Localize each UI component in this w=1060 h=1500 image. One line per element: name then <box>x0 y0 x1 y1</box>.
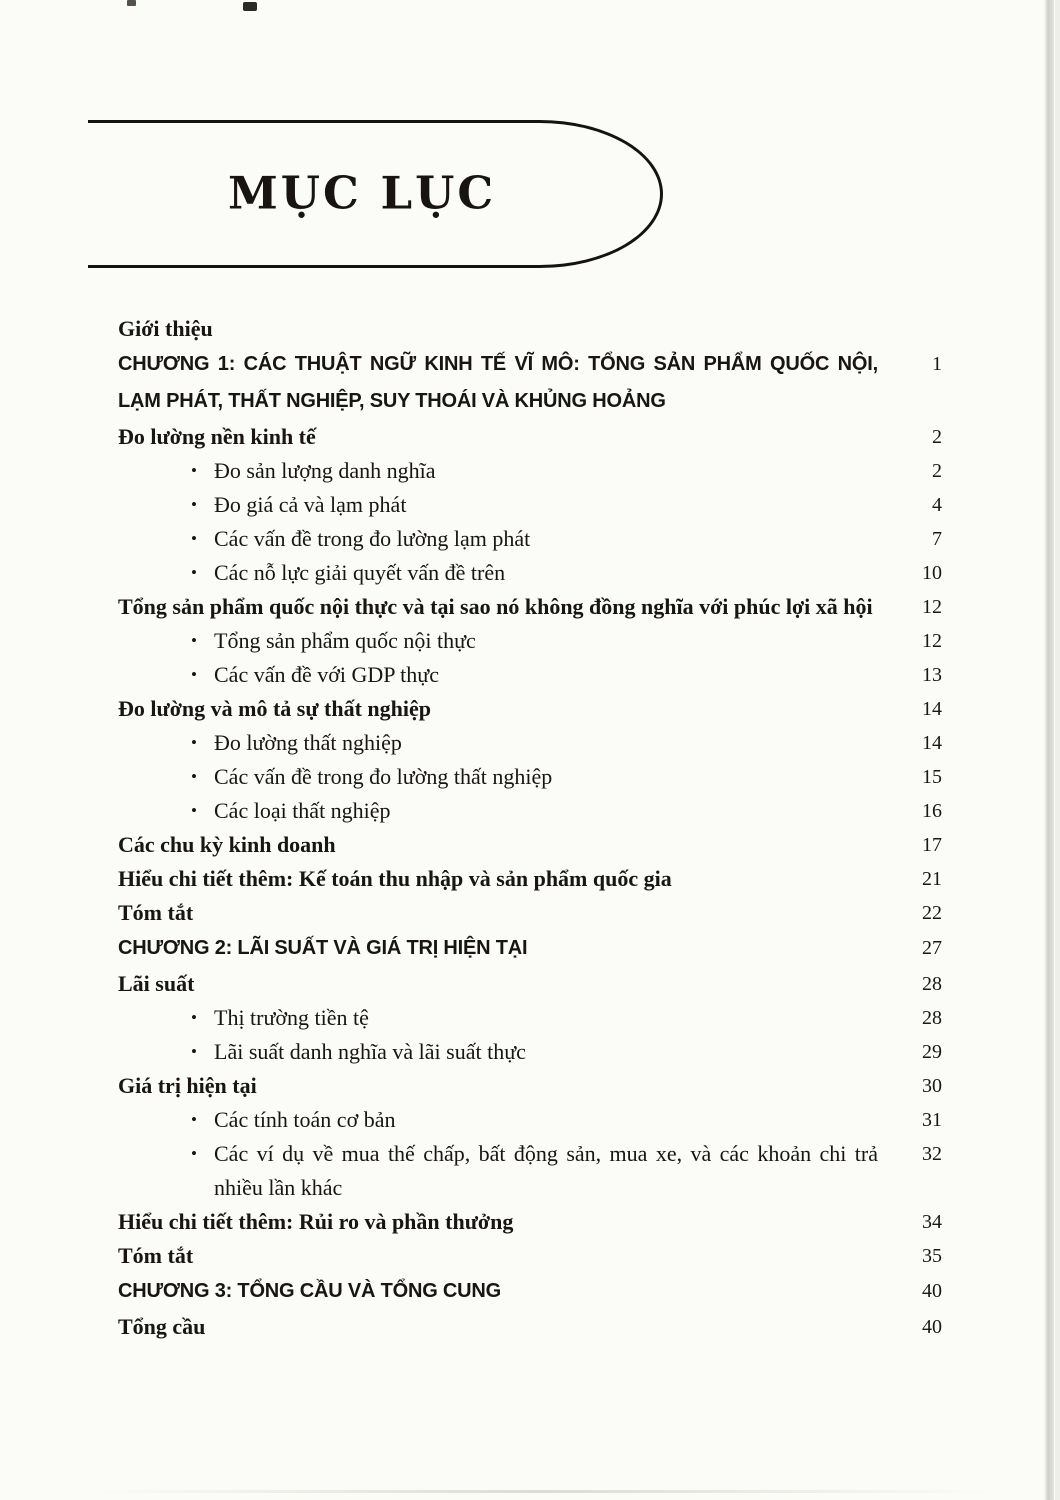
toc-entry <box>118 488 942 522</box>
toc-entry <box>118 420 942 454</box>
bullet-icon: • <box>191 1042 197 1061</box>
toc-entry <box>118 692 942 726</box>
toc-entry-title: Đo lường thất nghiệp <box>214 730 402 755</box>
toc-entry <box>118 760 942 794</box>
page-title: MỤC LỤC <box>228 166 497 220</box>
toc-entry-title: Các nỗ lực giải quyết vấn đề trên <box>214 560 506 585</box>
toc-entry-title: Các vấn đề trong đo lường lạm phát <box>214 526 531 551</box>
toc-entry-page-number: 30 <box>922 1075 942 1097</box>
toc-entry <box>118 624 942 658</box>
bullet-icon: • <box>191 495 197 514</box>
toc-entry-title: Các chu kỳ kinh doanh <box>118 832 336 857</box>
toc-entry <box>118 522 942 556</box>
toc-entry-title: Hiểu chi tiết thêm: Rủi ro và phần thưởng <box>118 1209 514 1234</box>
bullet-icon: • <box>191 1144 197 1163</box>
toc-entry-title: Lãi suất danh nghĩa và lãi suất thực <box>214 1039 526 1064</box>
toc-entry-page-number: 31 <box>922 1109 942 1131</box>
toc-entry <box>118 1310 942 1344</box>
toc-entry-page-number: 17 <box>922 834 942 856</box>
bullet-icon: • <box>191 631 197 650</box>
toc-entry-page-number: 15 <box>922 766 942 788</box>
toc-entry-title: CHƯƠNG 3: TỔNG CẦU VÀ TỔNG CUNG <box>118 1280 502 1302</box>
toc-entry-title: Các tính toán cơ bản <box>214 1107 396 1132</box>
toc-entry-title: Các vấn đề với GDP thực <box>214 662 439 687</box>
toc-entry-page-number: 27 <box>922 937 942 959</box>
bullet-icon: • <box>191 665 197 684</box>
toc-entry <box>118 658 942 692</box>
bullet-icon: • <box>191 1110 197 1129</box>
toc-entry-title: Đo lường nền kinh tế <box>118 424 316 449</box>
bullet-icon: • <box>191 801 197 820</box>
toc-entry <box>118 726 942 760</box>
table-of-contents <box>118 312 942 1344</box>
toc-entry-page-number: 14 <box>922 698 942 720</box>
bullet-icon: • <box>191 767 197 786</box>
toc-entry-page-number: 2 <box>932 426 942 448</box>
toc-entry-title: Tổng sản phẩm quốc nội thực và tại sao nó không đồng nghĩa với phúc lợi xã hội <box>118 594 873 619</box>
toc-entry-page-number: 4 <box>932 494 942 516</box>
scan-edge-light <box>1055 0 1060 1500</box>
toc-entry-page-number: 28 <box>922 1007 942 1029</box>
toc-entry-page-number: 21 <box>922 868 942 890</box>
toc-entry <box>118 1069 942 1103</box>
toc-entry <box>118 590 942 624</box>
toc-entry <box>118 1035 942 1069</box>
toc-entry <box>118 1103 942 1137</box>
bullet-icon: • <box>191 733 197 752</box>
toc-entry-title: Lãi suất <box>118 971 195 996</box>
toc-entry-title: Giá trị hiện tại <box>118 1073 257 1098</box>
toc-entry <box>118 1273 942 1310</box>
toc-entry <box>118 1137 942 1205</box>
bullet-icon: • <box>191 563 197 582</box>
bullet-icon: • <box>191 529 197 548</box>
toc-entry <box>118 1205 942 1239</box>
toc-entry-page-number: 28 <box>922 973 942 995</box>
toc-entry-page-number: 29 <box>922 1041 942 1063</box>
toc-entry <box>118 346 942 420</box>
toc-entry <box>118 930 942 967</box>
toc-entry <box>118 862 942 896</box>
toc-entry <box>118 896 942 930</box>
toc-entry-page-number: 34 <box>922 1211 942 1233</box>
toc-entry-page-number: 12 <box>922 630 942 652</box>
toc-entry-title: Tóm tắt <box>118 1243 194 1268</box>
scan-edge-shadow <box>1044 0 1054 1500</box>
toc-entry <box>118 1001 942 1035</box>
toc-entry-title: Đo sản lượng danh nghĩa <box>214 458 436 483</box>
toc-entry-title: Các loại thất nghiệp <box>214 798 391 823</box>
toc-entry-page-number: 13 <box>922 664 942 686</box>
toc-entry-page-number: 14 <box>922 732 942 754</box>
toc-entry-title: Hiểu chi tiết thêm: Kế toán thu nhập và sản phẩm quốc gia <box>118 866 672 891</box>
bullet-icon: • <box>191 461 197 480</box>
toc-entry-page-number: 1 <box>932 353 942 375</box>
toc-entry-page-number: 10 <box>922 562 942 584</box>
toc-entry-title: Thị trường tiền tệ <box>214 1005 369 1030</box>
toc-entry <box>118 828 942 862</box>
bullet-icon: • <box>191 1008 197 1027</box>
toc-entry <box>118 454 942 488</box>
toc-entry-page-number: 35 <box>922 1245 942 1267</box>
scan-smudge <box>95 1490 990 1493</box>
toc-entry-title: CHƯƠNG 2: LÃI SUẤT VÀ GIÁ TRỊ HIỆN TẠI <box>118 937 528 959</box>
toc-entry <box>118 556 942 590</box>
toc-entry-page-number: 32 <box>922 1143 942 1165</box>
toc-entry-page-number: 2 <box>932 460 942 482</box>
toc-entry-title: Các ví dụ về mua thế chấp, bất động sản, mua xe, và các khoản chi trả nhiều lần khác <box>214 1141 878 1200</box>
toc-entry-page-number: 22 <box>922 902 942 924</box>
toc-entry-title: CHƯƠNG 1: CÁC THUẬT NGỮ KINH TẾ VĨ MÔ: TỔNG SẢN PHẨM QUỐC NỘI, LẠM PHÁT, THẤT NGHIỆP, SUY THOÁI VÀ KHỦNG HOẢNG <box>118 353 878 412</box>
toc-entry-title: Đo lường và mô tả sự thất nghiệp <box>118 696 432 721</box>
toc-entry-page-number: 40 <box>922 1280 942 1302</box>
title-banner <box>88 120 663 268</box>
scan-speck <box>243 2 257 11</box>
toc-entry <box>118 312 942 346</box>
toc-entry-title: Tóm tắt <box>118 900 194 925</box>
toc-entry-title: Giới thiệu <box>118 316 213 341</box>
toc-entry-page-number: 7 <box>932 528 942 550</box>
scan-speck <box>127 0 136 6</box>
toc-entry-page-number: 40 <box>922 1316 942 1338</box>
toc-entry-page-number: 12 <box>922 596 942 618</box>
toc-entry <box>118 967 942 1001</box>
toc-entry-title: Các vấn đề trong đo lường thất nghiệp <box>214 764 553 789</box>
toc-entry-title: Tổng sản phẩm quốc nội thực <box>214 628 476 653</box>
toc-entry-title: Tổng cầu <box>118 1314 206 1339</box>
toc-entry <box>118 1239 942 1273</box>
toc-entry-title: Đo giá cả và lạm phát <box>214 492 407 517</box>
toc-entry <box>118 794 942 828</box>
toc-entry-page-number: 16 <box>922 800 942 822</box>
